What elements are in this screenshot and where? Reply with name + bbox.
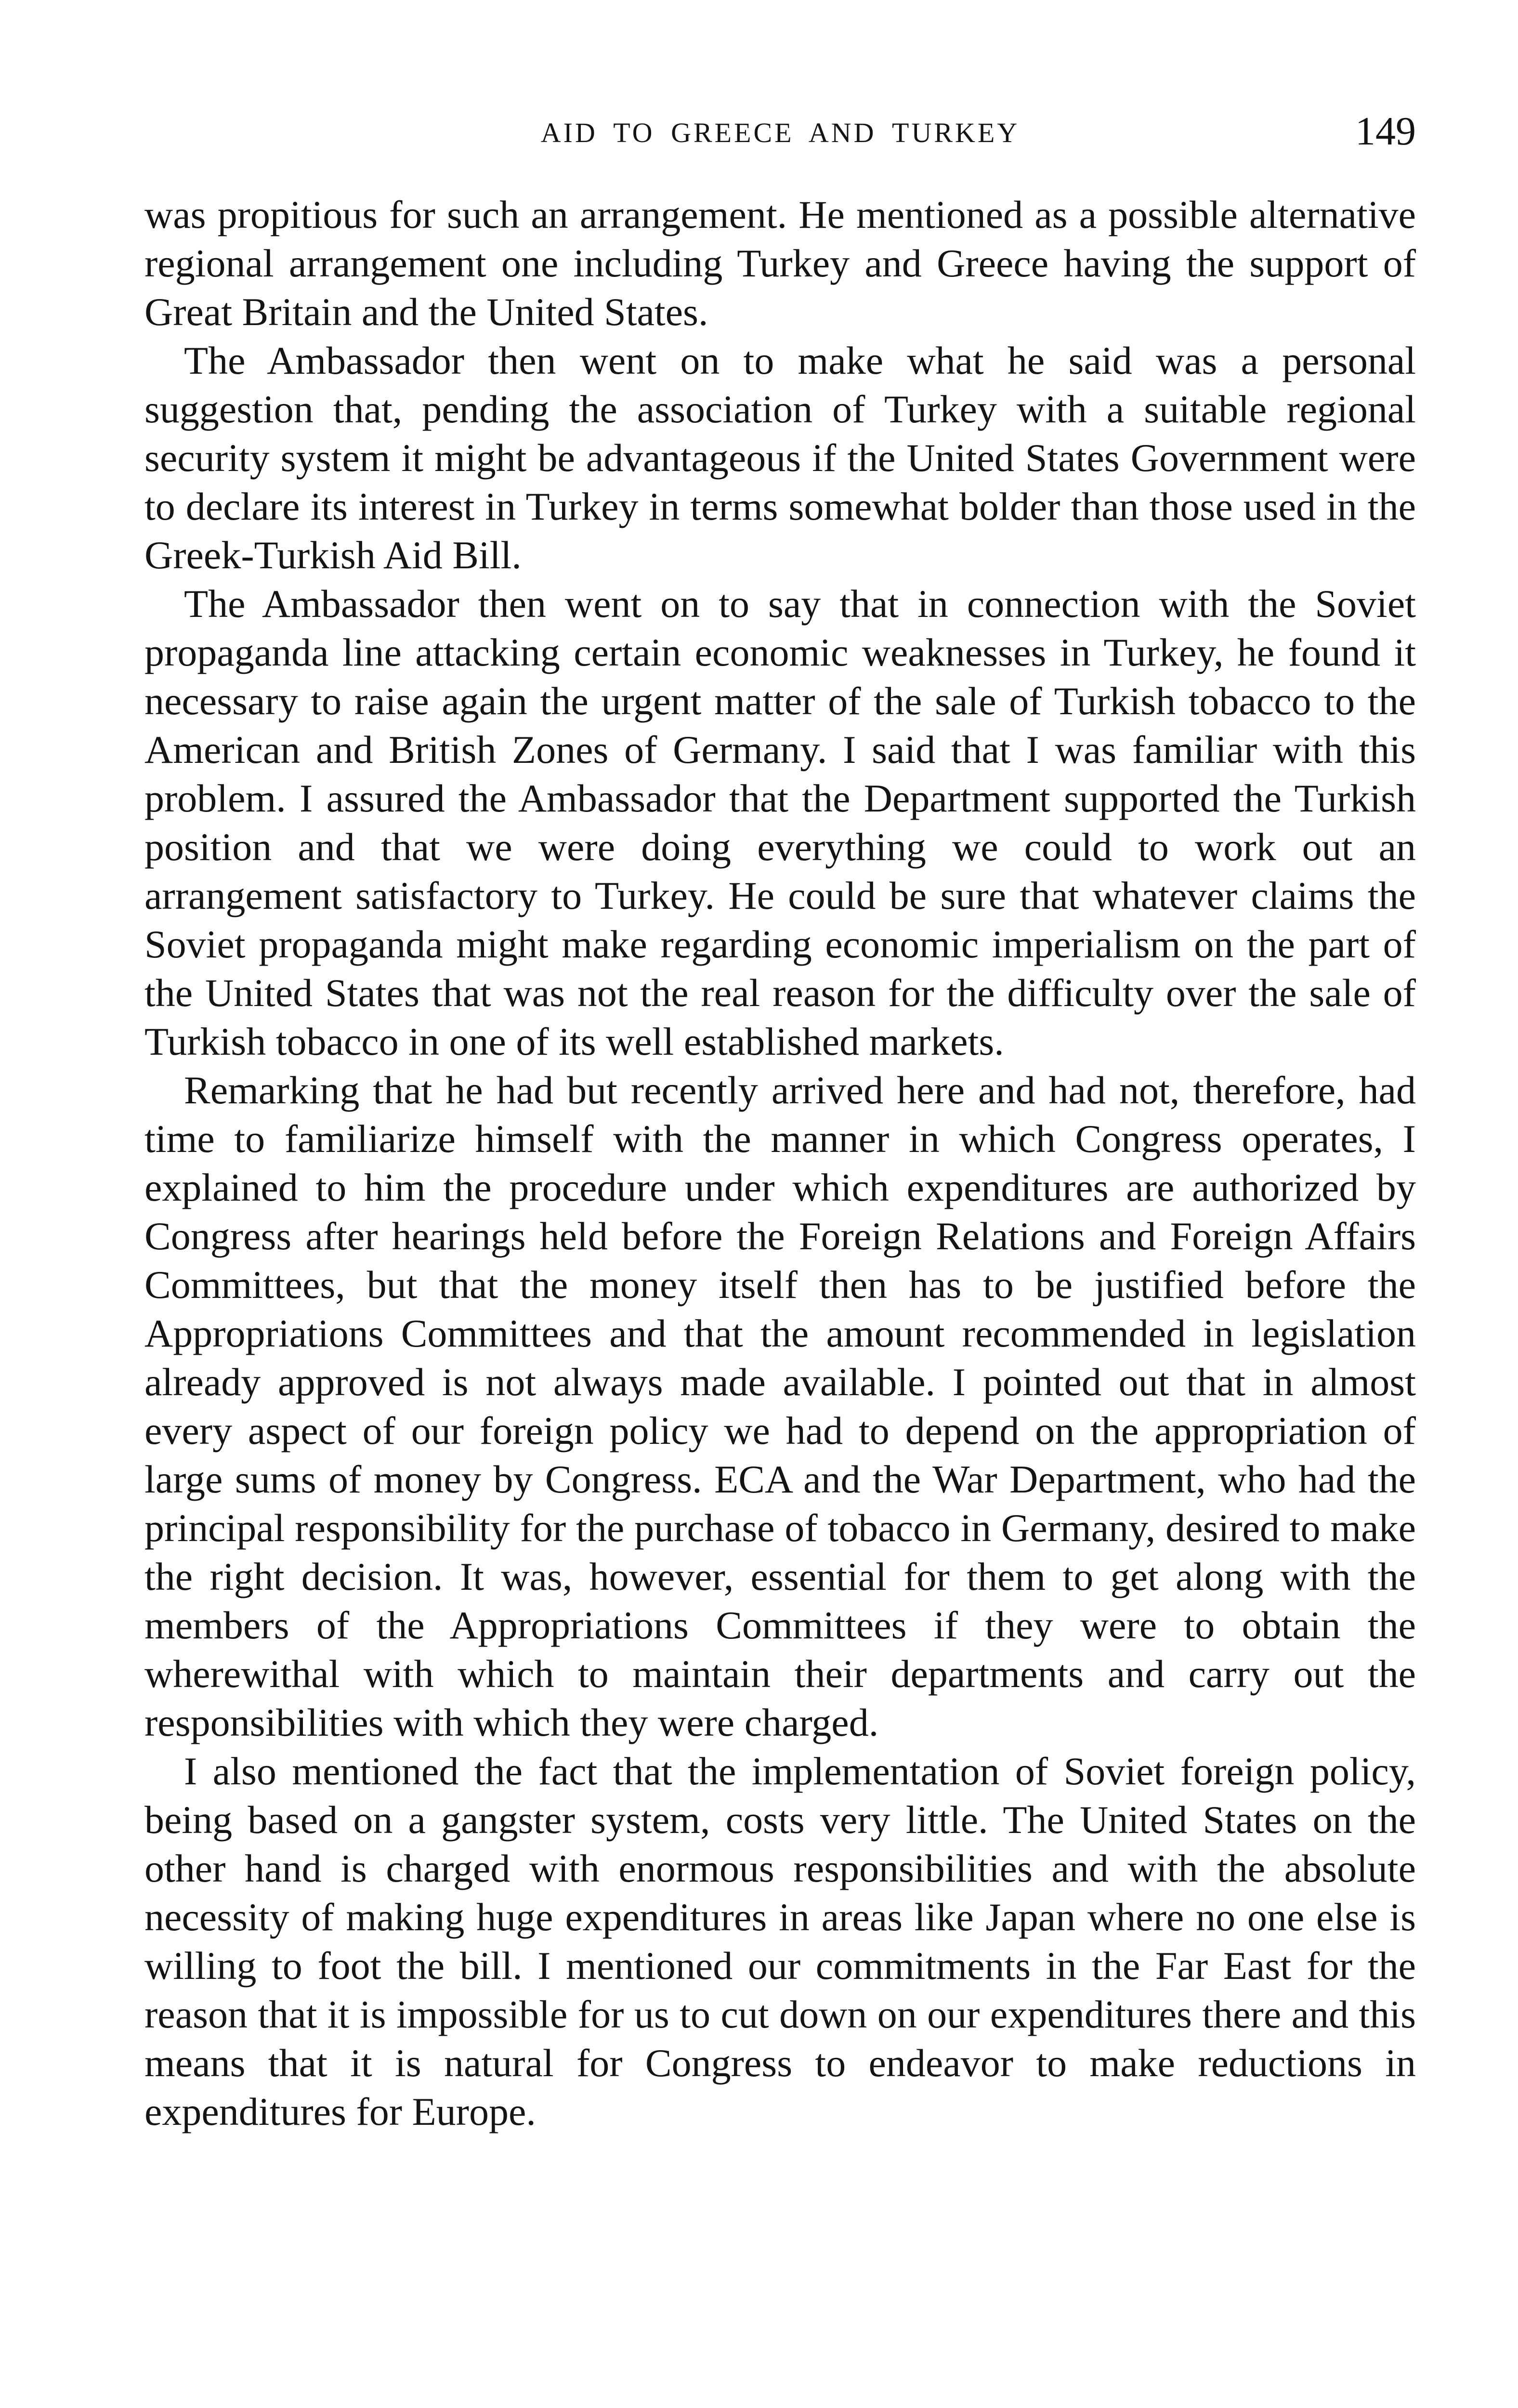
running-title: AID TO GREECE AND TURKEY bbox=[540, 117, 1020, 148]
page-number: 149 bbox=[1355, 109, 1416, 154]
body-text bbox=[144, 190, 1416, 2136]
paragraph: The Ambassador then went on to make what he said was a personal suggestion that, pending the association of Turkey with a suitable regional security system it might be advantageous if the United States Government were to declare its interest in Turkey in terms somewhat bolder than those used in the Greek-Turkish Aid Bill. bbox=[144, 339, 1416, 577]
paragraph-continued: was propitious for such an arrangement. He mentioned as a possible alternative regional arrangement one including Turkey and Greece having the support of Great Britain and the United States. bbox=[144, 193, 1416, 334]
paragraph: The Ambassador then went on to say that in connection with the Soviet propaganda line attacking certain economic weaknesses in Turkey, he found it necessary to raise again the urgent matter of the sale of Turkish tobacco to the American and British Zones of Germany. I said that I was familiar with this problem. I assured the Ambassador that the Department supported the Turkish position and that we were doing everything we could to work out an arrangement satisfactory to Turkey. He could be sure that whatever claims the Soviet propaganda might make regarding economic imperialism on the part of the United States that was not the real reason for the difficulty over the sale of Turkish tobacco in one of its well established markets. bbox=[144, 582, 1416, 1063]
paragraph: Remarking that he had but recently arrived here and had not, therefore, had time to familiarize himself with the manner in which Congress operates, I explained to him the procedure under which expenditures are authorized by Congress after hearings held before the Foreign Relations and Foreign Affairs Committees, but that the money itself then has to be justified before the Appropriations Committees and that the amount recommended in legislation already approved is not always made available. I pointed out that in almost every aspect of our foreign policy we had to depend on the appropriation of large sums of money by Congress. ECA and the War Department, who had the principal responsibility for the purchase of tobacco in Germany, desired to make the right decision. It was, however, essential for them to get along with the members of the Appropriations Committees if they were to obtain the wherewithal with which to maintain their departments and carry out the responsibilities with which they were charged. bbox=[144, 1068, 1416, 1744]
running-header bbox=[144, 111, 1416, 164]
paragraph: I also mentioned the fact that the implementation of Soviet foreign policy, being based on a gangster system, costs very little. The United States on the other hand is charged with enormous responsibilities and with the absolute necessity of making huge expenditures in areas like Japan where no one else is willing to foot the bill. I mentioned our commitments in the Far East for the reason that it is impossible for us to cut down on our expenditures there and this means that it is natural for Congress to endeavor to make reductions in expenditures for Europe. bbox=[144, 1749, 1416, 2133]
